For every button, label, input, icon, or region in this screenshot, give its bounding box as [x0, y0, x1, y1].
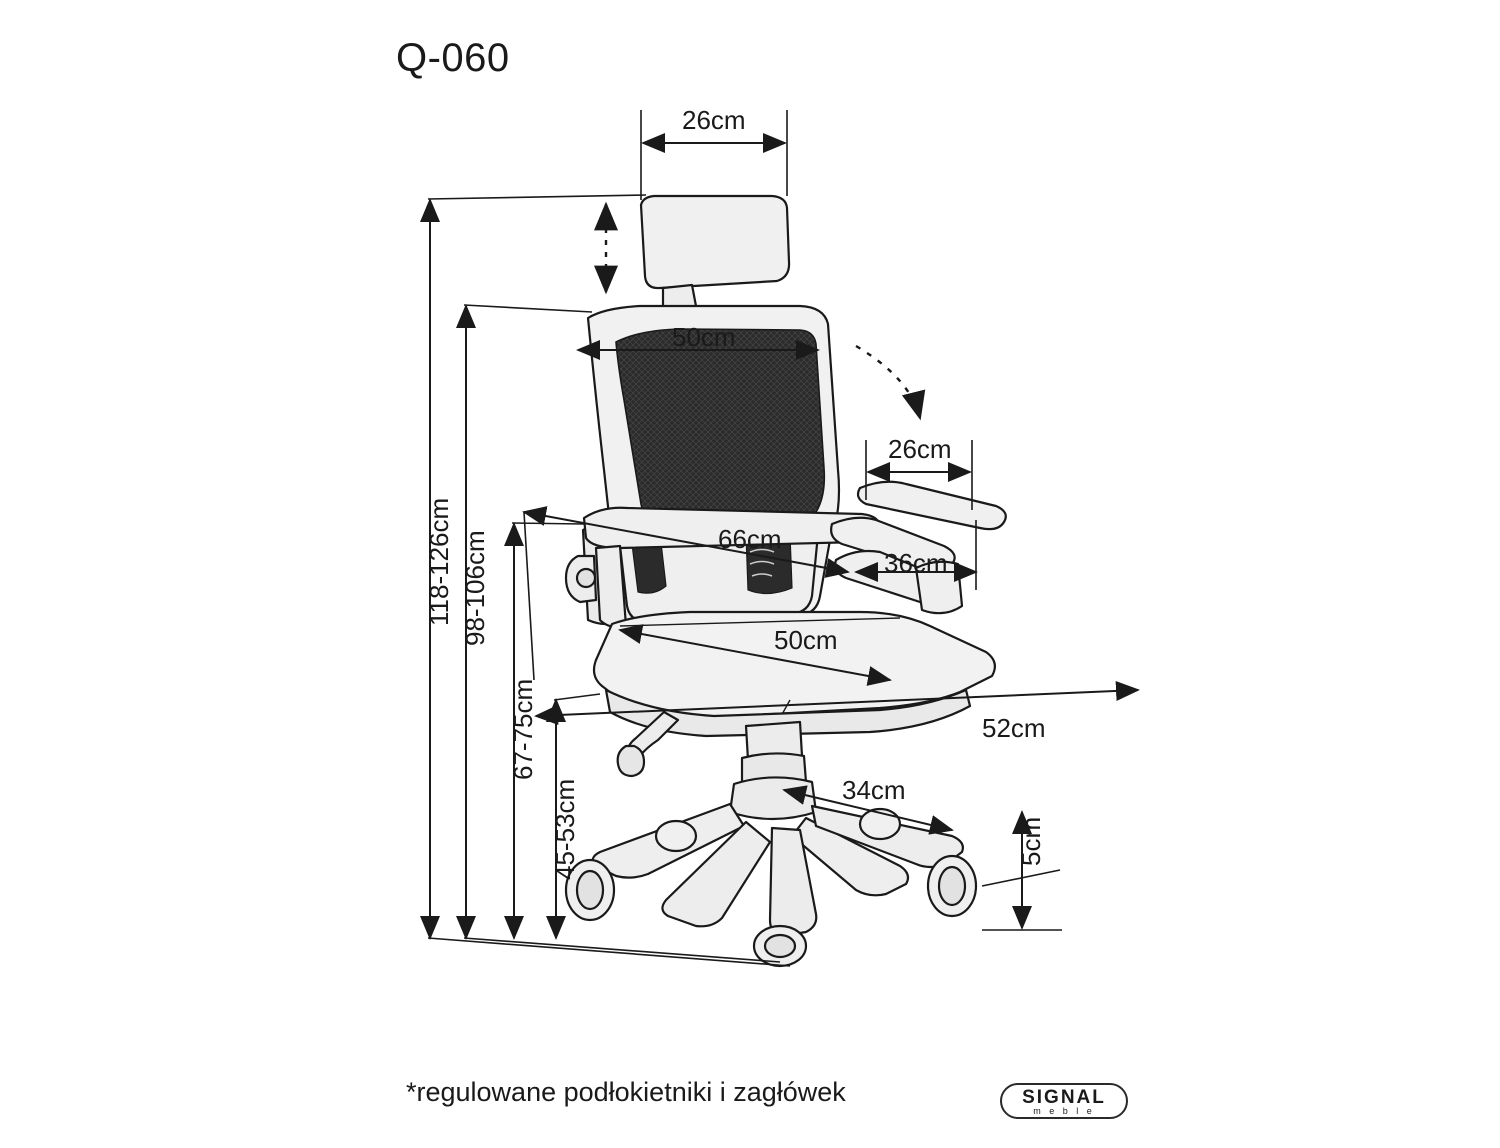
dimension-headrest-width: 26cm — [682, 105, 746, 135]
dimension-seat-back-height: 67-75cm — [508, 678, 538, 780]
dimension-total-height: 118-126cm — [424, 497, 454, 626]
dimension-backrest-width: 50cm — [672, 322, 736, 352]
dimension-armrest-width: 26cm — [888, 434, 952, 464]
dimension-armrest-depth: 36cm — [884, 548, 948, 578]
logo-brand-name: SIGNAL — [1022, 1087, 1106, 1108]
dimension-overall-width: 52cm — [982, 713, 1046, 743]
dimension-seat-height: 45-53cm — [550, 778, 580, 880]
dimension-caster-height: 5cm — [1016, 816, 1046, 866]
dimension-back-height: 98-106cm — [460, 530, 490, 646]
dimension-seat-depth: 50cm — [774, 625, 838, 655]
footnote-text: *regulowane podłokietniki i zagłówek — [406, 1077, 846, 1107]
caster-wheel — [656, 821, 696, 851]
page-title: Q-060 — [396, 36, 510, 80]
dimension-base-radius: 34cm — [842, 775, 906, 805]
logo-subtitle: m e b l e — [1033, 1106, 1095, 1116]
signal-meble-logo — [1000, 1083, 1130, 1123]
chair-illustration — [566, 196, 1006, 966]
caster-wheel — [928, 856, 976, 916]
dimension-backrest-height: 66cm — [718, 524, 782, 554]
